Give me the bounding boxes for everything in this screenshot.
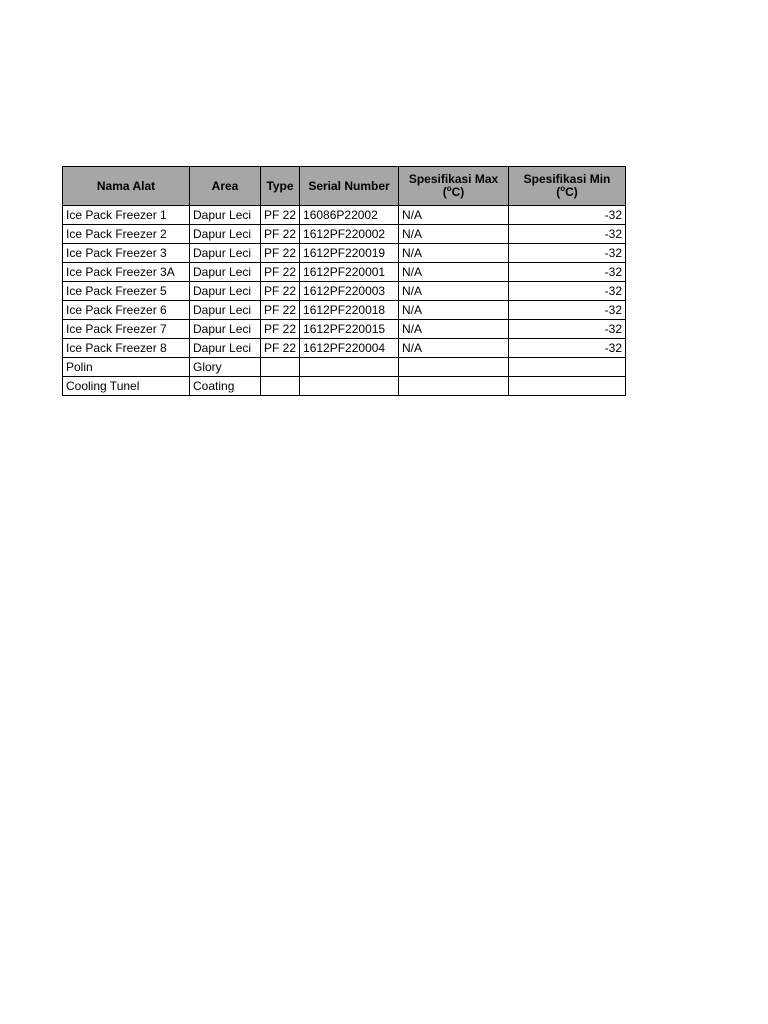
cell-spec-min: -32 <box>509 244 626 263</box>
cell-nama-alat: Ice Pack Freezer 7 <box>63 320 190 339</box>
cell-type: PF 22 <box>261 225 300 244</box>
table-row <box>63 244 626 263</box>
cell-spec-max <box>399 358 509 377</box>
cell-type: PF 22 <box>261 282 300 301</box>
cell-spec-min: -32 <box>509 320 626 339</box>
table-row <box>63 206 626 225</box>
header-nama-alat: Nama Alat <box>63 167 190 206</box>
cell-spec-min: -32 <box>509 301 626 320</box>
cell-spec-max: N/A <box>399 282 509 301</box>
cell-spec-min: -32 <box>509 206 626 225</box>
cell-serial-number: 1612PF220002 <box>300 225 399 244</box>
cell-spec-max: N/A <box>399 244 509 263</box>
cell-nama-alat: Ice Pack Freezer 6 <box>63 301 190 320</box>
cell-nama-alat: Cooling Tunel <box>63 377 190 396</box>
cell-nama-alat: Ice Pack Freezer 3A <box>63 263 190 282</box>
cell-area: Dapur Leci <box>190 301 261 320</box>
cell-serial-number: 1612PF220015 <box>300 320 399 339</box>
cell-nama-alat: Ice Pack Freezer 5 <box>63 282 190 301</box>
table-row <box>63 282 626 301</box>
table-row <box>63 301 626 320</box>
cell-area: Coating <box>190 377 261 396</box>
cell-spec-max: N/A <box>399 301 509 320</box>
cell-spec-max: N/A <box>399 339 509 358</box>
cell-type: PF 22 <box>261 206 300 225</box>
cell-spec-max: N/A <box>399 225 509 244</box>
equipment-table <box>62 166 626 396</box>
header-area: Area <box>190 167 261 206</box>
table-row <box>63 377 626 396</box>
cell-spec-min: -32 <box>509 282 626 301</box>
cell-serial-number: 1612PF220004 <box>300 339 399 358</box>
cell-type: PF 22 <box>261 339 300 358</box>
table-header-row <box>63 167 626 206</box>
cell-nama-alat: Ice Pack Freezer 2 <box>63 225 190 244</box>
cell-nama-alat: Ice Pack Freezer 3 <box>63 244 190 263</box>
header-spec-min-unit-degree: o <box>560 184 566 193</box>
cell-serial-number: 1612PF220003 <box>300 282 399 301</box>
table-row <box>63 320 626 339</box>
cell-type: PF 22 <box>261 301 300 320</box>
cell-area: Dapur Leci <box>190 225 261 244</box>
cell-spec-min <box>509 377 626 396</box>
header-spec-max <box>399 167 509 206</box>
header-type: Type <box>261 167 300 206</box>
cell-nama-alat: Ice Pack Freezer 8 <box>63 339 190 358</box>
header-serial-number: Serial Number <box>300 167 399 206</box>
cell-spec-max: N/A <box>399 263 509 282</box>
cell-spec-min: -32 <box>509 263 626 282</box>
header-spec-min-label: Spesifikasi Min <box>523 172 611 186</box>
header-spec-min <box>509 167 626 206</box>
cell-serial-number <box>300 358 399 377</box>
table-row <box>63 263 626 282</box>
cell-serial-number <box>300 377 399 396</box>
cell-serial-number: 16086P22002 <box>300 206 399 225</box>
cell-area: Glory <box>190 358 261 377</box>
cell-spec-min: -32 <box>509 225 626 244</box>
cell-area: Dapur Leci <box>190 339 261 358</box>
cell-area: Dapur Leci <box>190 206 261 225</box>
header-spec-min-unit-close: C) <box>565 185 578 199</box>
cell-spec-max <box>399 377 509 396</box>
cell-type: PF 22 <box>261 320 300 339</box>
cell-nama-alat: Polin <box>63 358 190 377</box>
header-spec-max-unit-close: C) <box>451 185 465 199</box>
table-row <box>63 225 626 244</box>
cell-area: Dapur Leci <box>190 282 261 301</box>
header-spec-max-unit-open: ( <box>442 185 447 199</box>
cell-type <box>261 377 300 396</box>
cell-serial-number: 1612PF220001 <box>300 263 399 282</box>
table-row <box>63 358 626 377</box>
header-spec-max-unit-degree: o <box>446 184 452 193</box>
cell-area: Dapur Leci <box>190 320 261 339</box>
cell-type <box>261 358 300 377</box>
cell-spec-min: -32 <box>509 339 626 358</box>
table-row <box>63 339 626 358</box>
cell-spec-min <box>509 358 626 377</box>
cell-serial-number: 1612PF220018 <box>300 301 399 320</box>
cell-nama-alat: Ice Pack Freezer 1 <box>63 206 190 225</box>
header-spec-max-label: Spesifikasi Max <box>408 172 499 186</box>
cell-area: Dapur Leci <box>190 263 261 282</box>
cell-serial-number: 1612PF220019 <box>300 244 399 263</box>
cell-area: Dapur Leci <box>190 244 261 263</box>
cell-type: PF 22 <box>261 244 300 263</box>
cell-spec-max: N/A <box>399 320 509 339</box>
header-spec-min-unit-open: ( <box>556 185 561 199</box>
cell-spec-max: N/A <box>399 206 509 225</box>
cell-type: PF 22 <box>261 263 300 282</box>
